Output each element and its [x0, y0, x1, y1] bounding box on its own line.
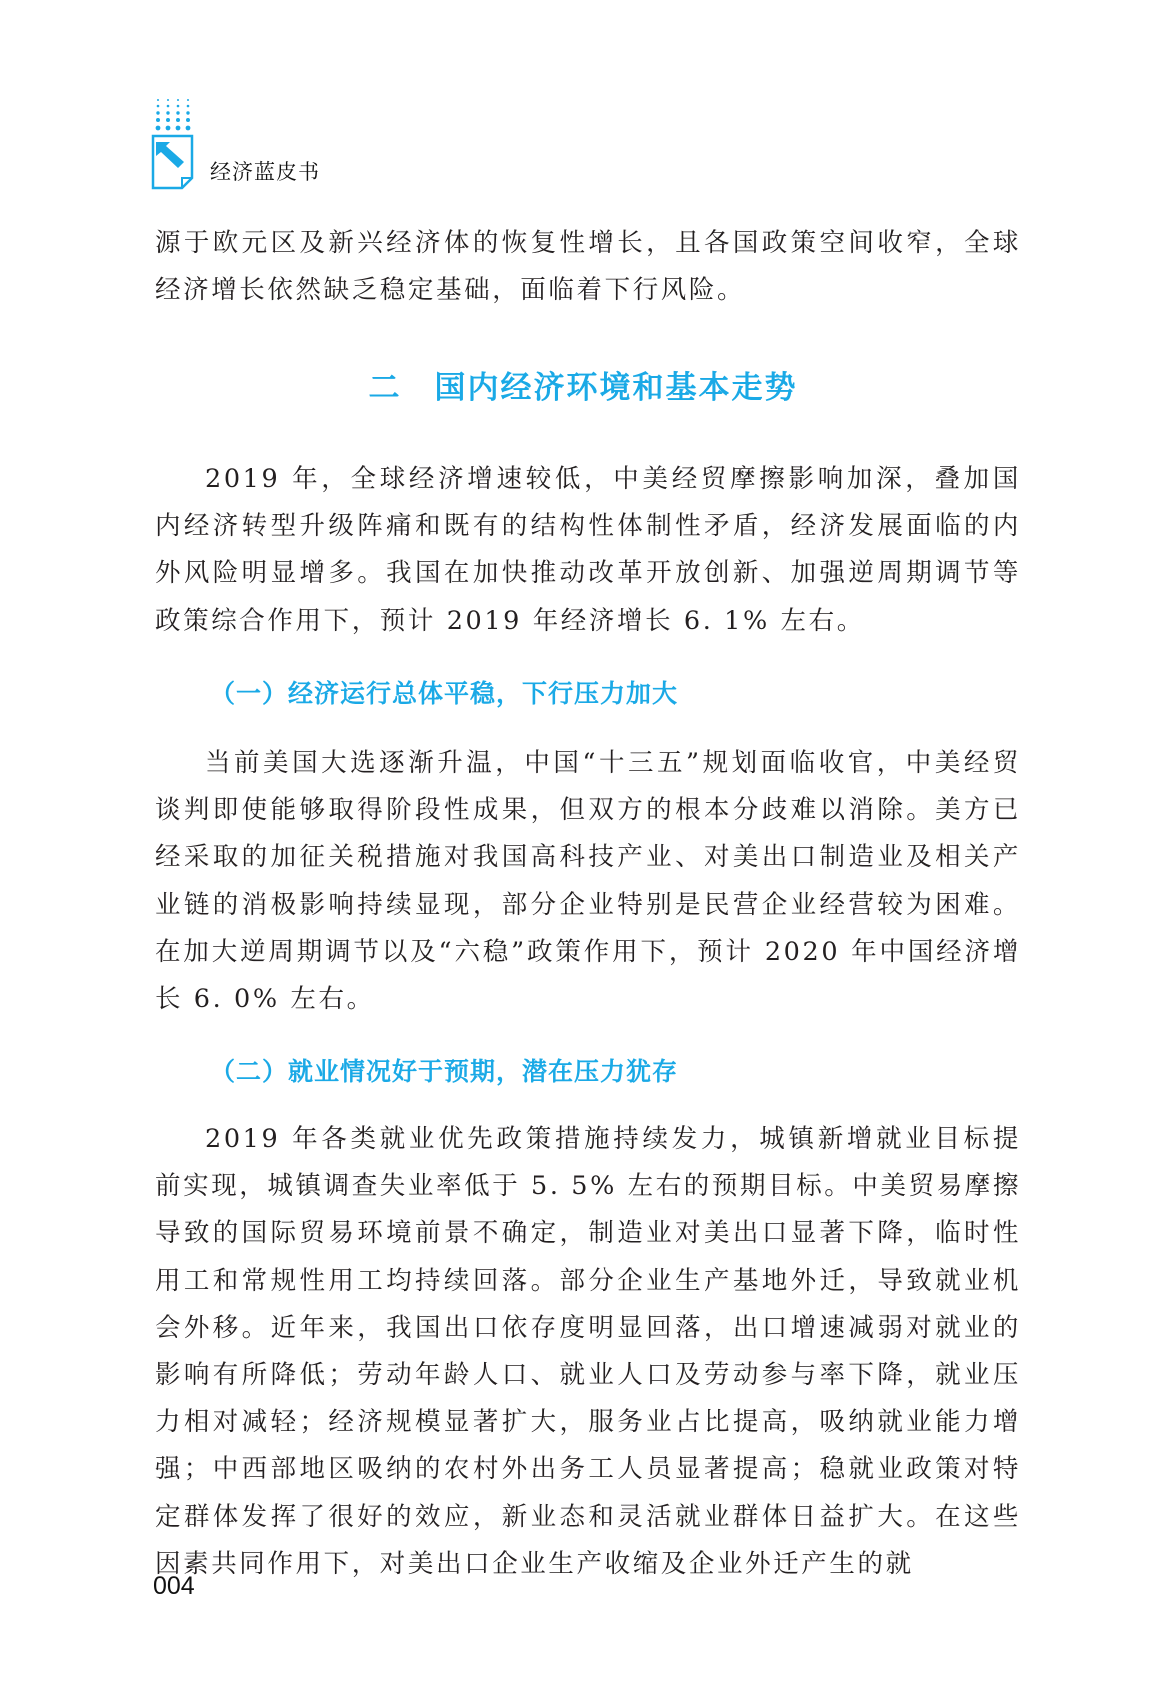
subheading-economy: （一）经济运行总体平稳，下行压力加大 — [210, 679, 679, 708]
paragraph-intro: 2019 年，全球经济增速较低，中美经贸摩擦影响加深，叠加国内经济转型升级阵痛和既有的结构性体制性矛盾，经济发展面临的内外风险明显增多。我国在加快推动改革开放创新、加强逆周期调节等政策综合作用下，预计 2019 年经济增长 6. 1% 左右。 — [155, 464, 1021, 636]
paragraph-employment: 2019 年各类就业优先政策措施持续发力，城镇新增就业目标提前实现，城镇调查失业率低于 5. 5% 左右的预期目标。中美贸易摩擦导致的国际贸易环境前景不确定，制造业对美出口显著下降，临时性用工和常规性用工均持续回落。部分企业生产基地外迁，导致就业机会外移。近年来，我国出口依存度明显回落，出口增速减弱对就业的影响有所降低；劳动年龄人口、就业人口及劳动参与率下降，就业压力相对减轻；经济规模显著扩大，服务业占比提高，吸纳就业能力增强；中西部地区吸纳的农村外出务工人员显著提高；稳就业政策对特定群体发挥了很好的效应，新业态和灵活就业群体日益扩大。在这些因素共同作用下，对美出口企业生产收缩及企业外迁产生的就 — [155, 1124, 1022, 1579]
book-series-title: 经济蓝皮书 — [210, 160, 320, 184]
subheading-employment: （二）就业情况好于预期，潜在压力犹存 — [210, 1057, 679, 1086]
section-heading: 二 国内经济环境和基本走势 — [368, 370, 798, 406]
page-number: 004 — [153, 1572, 195, 1600]
paragraph-continuation: 源于欧元区及新兴经济体的恢复性增长，且各国政策空间收窄，全球经济增长依然缺乏稳定基础，面临着下行风险。 — [155, 228, 1021, 306]
blue-book-logo-icon — [150, 96, 206, 196]
paragraph-economy: 当前美国大选逐渐升温，中国“十三五”规划面临收官，中美经贸谈判即使能够取得阶段性成果，但双方的根本分歧难以消除。美方已经采取的加征关税措施对我国高科技产业、对美出口制造业及相关产业链的消极影响持续显现，部分企业特别是民营企业经营较为困难。在加大逆周期调节以及“六稳”政策作用下，预计 2020 年中国经济增长 6. 0% 左右。 — [155, 748, 1021, 1015]
